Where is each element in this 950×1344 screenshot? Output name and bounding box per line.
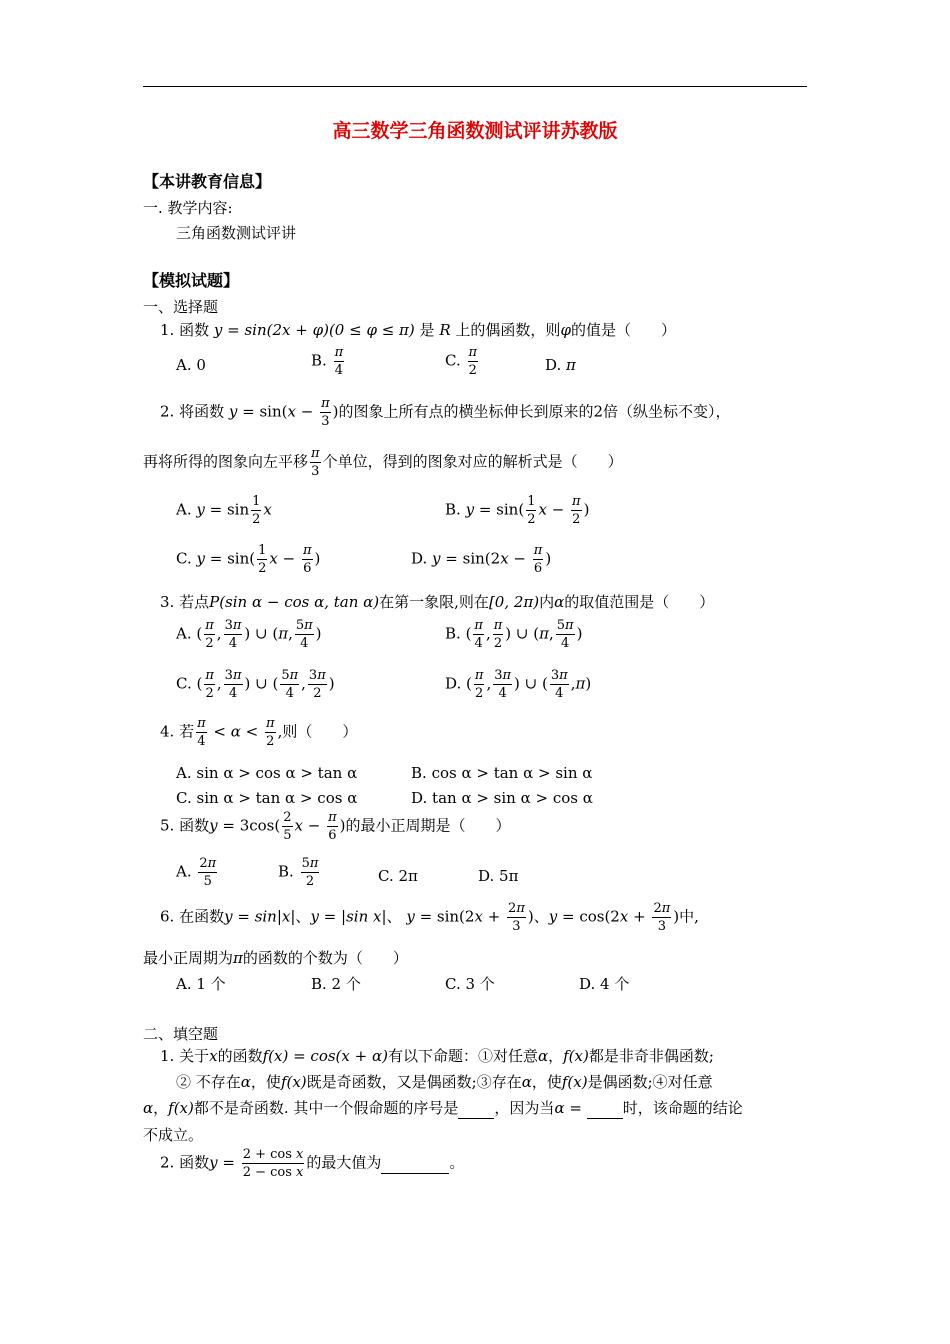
choice-header: 一、选择题: [143, 298, 219, 316]
q2-option-c: C. y = sin( $\frac{1}{2}$ x − $\frac{\pi}{6}$ ): [176, 543, 321, 576]
question-2-line2: 再将所得的图象向左平移 $\frac{\pi}{3}$ 个单位，得到的图象对应的解析式是（ ）: [143, 446, 623, 479]
q6-option-a: A. 1 个: [176, 975, 226, 993]
q3-option-c: C. ( $\frac{\pi}{2}$ , $\frac{3\pi}{4}$ ) ∪ ( $\frac{5\pi}{4}$ , $\frac{3\pi}{2}$ ): [176, 668, 335, 701]
q1-option-d: D. π: [545, 356, 576, 374]
q1-option-a: A. 0: [176, 356, 206, 374]
page-title: 高三数学三角函数测试评讲苏教版: [332, 120, 618, 142]
q2-option-b: B. y = sin( $\frac{1}{2}$ x − $\frac{\pi}{2}$ ): [445, 494, 590, 527]
question-6: 6. 在函数y = sin|x|、y = |sin x|、 y = sin(2x + $\frac{2\pi}{3}$ )、y = cos(2x + $\frac{2\pi}{3}$ )中,: [160, 901, 699, 934]
q6-option-d: D. 4 个: [579, 975, 630, 993]
fill-question-1: 1. 关于x的函数f(x) = cos(x + α)有以下命题：①对任意α，f(x)都是非奇非偶函数;: [160, 1047, 714, 1065]
answer-blank[interactable]: [458, 1098, 494, 1119]
fill-header: 二、填空题: [143, 1025, 219, 1043]
answer-blank[interactable]: [381, 1153, 449, 1174]
question-2: 2. 将函数 y = sin(x − $\frac{\pi}{3}$ )的图象上所有点的横坐标伸长到原来的2倍（纵坐标不变），: [160, 396, 731, 429]
q2-option-a: A. y = sin $\frac{1}{2}$ x: [176, 494, 272, 527]
fill-question-1-line2: ② 不存在α，使f(x)既是奇函数，又是偶函数;③存在α，使f(x)是偶函数;④对任意: [176, 1073, 713, 1091]
q4-option-c: C. sin α > tan α > cos α: [176, 789, 358, 807]
content-label: 一. 教学内容:: [143, 199, 233, 217]
q5-option-a: A. $\frac{2\pi}{5}$: [176, 856, 217, 889]
section-header-info: 【本讲教育信息】: [143, 172, 272, 191]
q1-option-b: B. $\frac{\pi}{4}$: [311, 345, 344, 378]
q5-option-c: C. 2π: [378, 867, 418, 885]
question-5: 5. 函数y = 3cos( $\frac{2}{5}$ x − $\frac{\pi}{6}$ )的最小正周期是（ ）: [160, 810, 511, 843]
q4-option-b: B. cos α > tan α > sin α: [411, 764, 593, 782]
question-6-line2: 最小正周期为π的函数的个数为（ ）: [143, 949, 408, 967]
q4-option-d: D. tan α > sin α > cos α: [411, 789, 593, 807]
question-1: 1. 函数 y = sin(2x + φ)(0 ≤ φ ≤ π) 是 R 上的偶函数，则φ的值是（ ）: [160, 321, 676, 339]
fill-question-1-line3: α，f(x)都不是奇函数. 其中一个假命题的序号是 ，因为当α = 时，该命题的结论: [143, 1099, 743, 1117]
q2-option-d: D. y = sin(2x − $\frac{\pi}{6}$ ): [411, 543, 552, 576]
q4-option-a: A. sin α > cos α > tan α: [176, 764, 358, 782]
q5-option-b: B. $\frac{5\pi}{2}$: [278, 856, 319, 889]
q6-option-c: C. 3 个: [445, 975, 495, 993]
fill-question-1-line4: 不成立。: [143, 1126, 204, 1144]
q5-option-d: D. 5π: [478, 867, 519, 885]
q6-option-b: B. 2 个: [311, 975, 361, 993]
question-3: 3. 若点P(sin α − cos α, tan α)在第一象限,则在[0, 2π)内α的取值范围是（ ）: [160, 593, 715, 611]
header-rule: [143, 86, 807, 87]
q1-option-c: C. $\frac{\pi}{2}$: [445, 345, 478, 378]
content-text: 三角函数测试评讲: [176, 224, 297, 242]
answer-blank[interactable]: [587, 1098, 623, 1119]
question-4: 4. 若 $\frac{\pi}{4}$ < α < $\frac{\pi}{2}$ ,则（ ）: [160, 716, 358, 749]
q3-option-a: A. ( $\frac{\pi}{2}$ , $\frac{3\pi}{4}$ ) ∪ (π, $\frac{5\pi}{4}$ ): [176, 618, 322, 651]
fill-question-2: 2. 函数y = $\frac{\text{2 + cos x}}{\text{2 − cos x}}$ 的最大值为 。: [160, 1147, 465, 1180]
q3-option-d: D. ( $\frac{\pi}{2}$ , $\frac{3\pi}{4}$ ) ∪ ( $\frac{3\pi}{4}$ ,π): [445, 668, 592, 701]
section-header-mock: 【模拟试题】: [143, 271, 240, 290]
q3-option-b: B. ( $\frac{\pi}{4}$ , $\frac{\pi}{2}$ ) ∪ (π, $\frac{5\pi}{4}$ ): [445, 618, 583, 651]
